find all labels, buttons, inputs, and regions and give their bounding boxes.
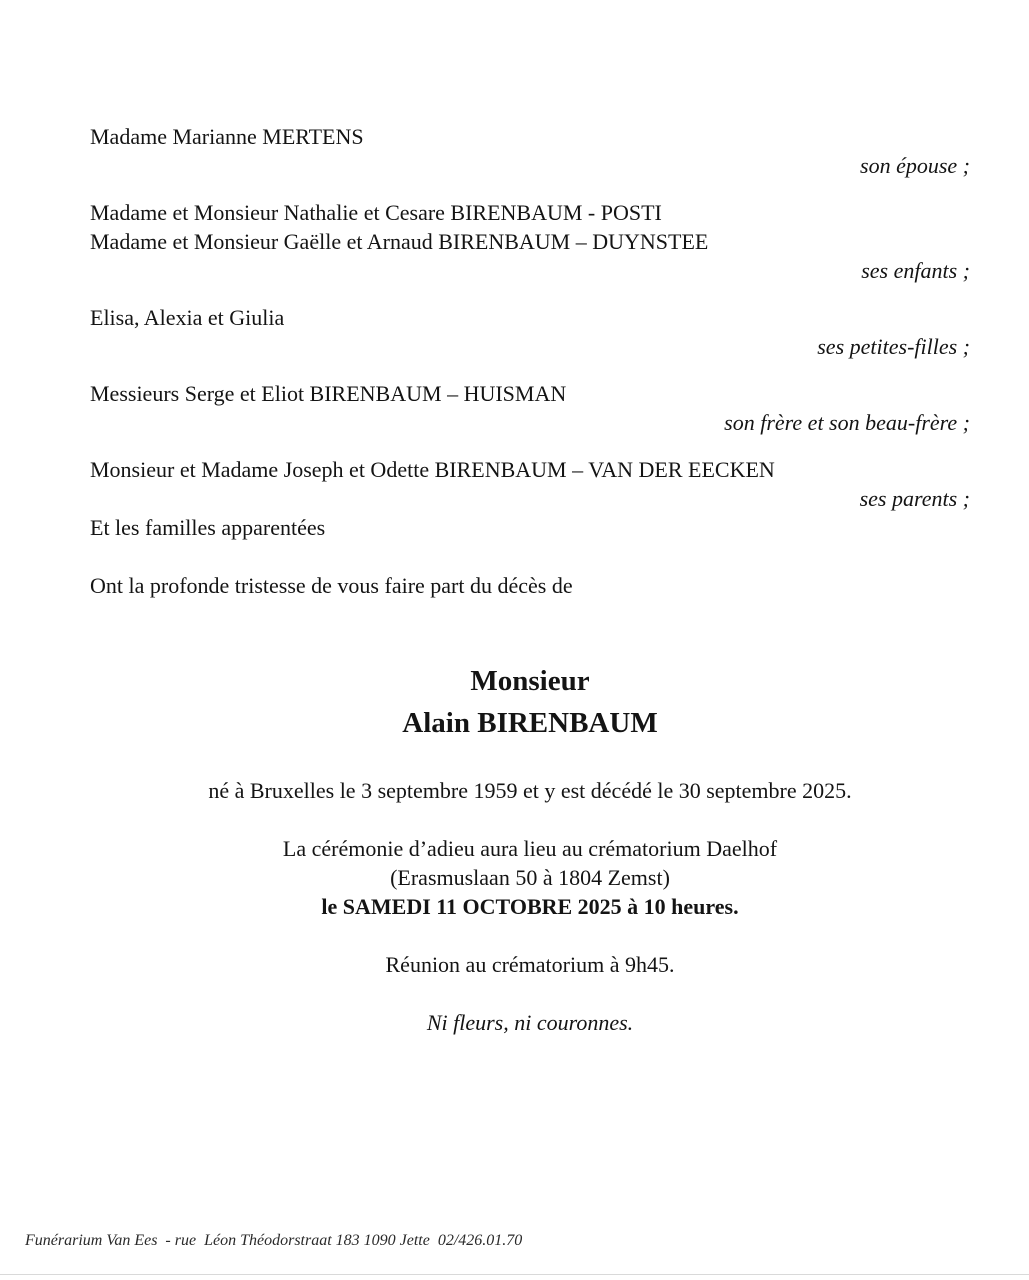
relative-name-line: Elisa, Alexia et Giulia (90, 305, 285, 330)
families-line: Et les familles apparentées (90, 515, 326, 540)
relative-name-line: Madame Marianne MERTENS (90, 124, 364, 149)
no-flowers-line: Ni fleurs, ni couronnes. (426, 1010, 634, 1035)
relation-label: son épouse ; (860, 153, 970, 178)
intro-line: Ont la profonde tristesse de vous faire part du décès de (90, 573, 573, 598)
deceased-name: Alain BIRENBAUM (402, 707, 658, 739)
relative-name-line: Messieurs Serge et Eliot BIRENBAUM – HUISMAN (90, 381, 567, 406)
relation-label: ses petites-filles ; (817, 334, 970, 359)
relation-label: ses parents ; (859, 486, 970, 511)
ceremony-address-line: (Erasmuslaan 50 à 1804 Zemst) (390, 865, 670, 890)
scan-edge-line (0, 1274, 1029, 1275)
funeral-home-footer: Funérarium Van Ees - rue Léon Théodorstraat 183 1090 Jette 02/426.01.70 (25, 1232, 523, 1249)
meeting-line: Réunion au crématorium à 9h45. (385, 952, 675, 977)
relation-label: son frère et son beau-frère ; (724, 410, 970, 435)
ceremony-venue-line: La cérémonie d’adieu aura lieu au crématorium Daelhof (282, 836, 778, 861)
deceased-title-block (90, 660, 970, 744)
ceremony-datetime-line: le SAMEDI 11 OCTOBRE 2025 à 10 heures. (321, 894, 739, 919)
relation-label: ses enfants ; (861, 258, 970, 283)
birth-death-line: né à Bruxelles le 3 septembre 1959 et y est décédé le 30 septembre 2025. (208, 778, 852, 803)
deceased-title: Monsieur (470, 665, 590, 697)
relative-name-line: Madame et Monsieur Gaëlle et Arnaud BIRENBAUM – DUYNSTEE (90, 229, 709, 254)
announcement-content (90, 122, 970, 1037)
relative-name-line: Madame et Monsieur Nathalie et Cesare BIRENBAUM - POSTI (90, 200, 662, 225)
relative-name-line: Monsieur et Madame Joseph et Odette BIRENBAUM – VAN DER EECKEN (90, 457, 775, 482)
